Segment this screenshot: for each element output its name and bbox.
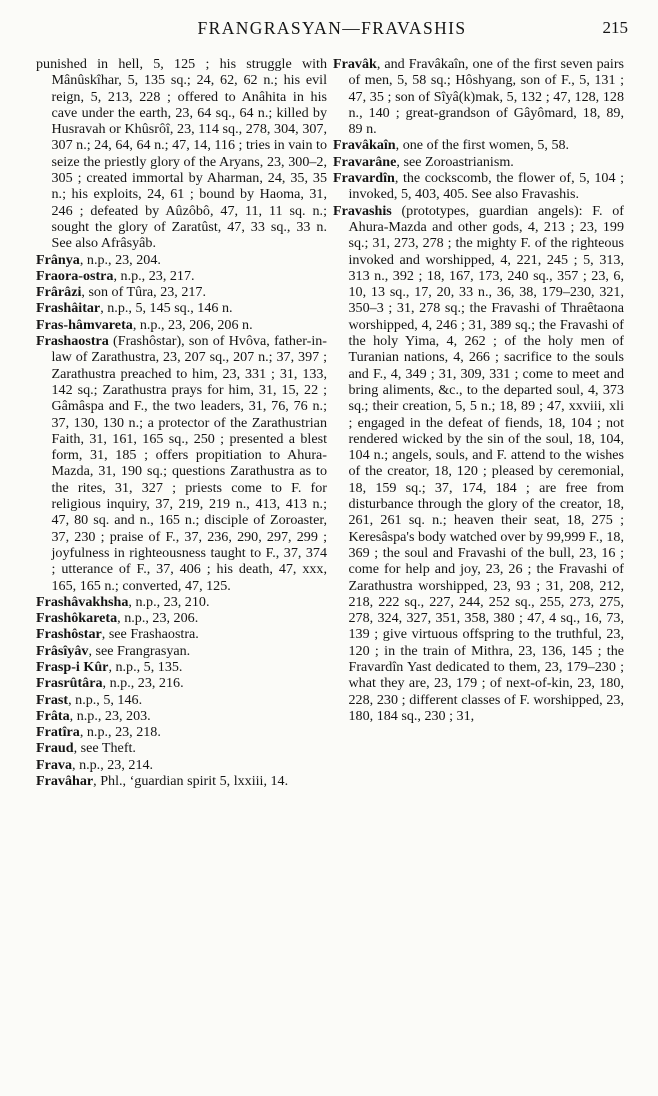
index-entry <box>36 757 327 773</box>
index-entry <box>36 610 327 626</box>
entry-text: (prototypes, guardian angels): F. of Ahura-Mazda and other gods, 4, 213 ; 23, 199 sq.; 31, 273, 278 ; the mighty F. of the righteous invoked and worshipped, 4, 221, 245 ; 5, 313, 313 n., 392 ; 18, 167, 173, 240 sq., 357 ; 23, 6, 10, 13 sq., 17, 20, 33 n., 36, 38, 179–230, 321, 350–3 ; 31, 278 sq.; the Fravashi of Thraêtaona worshipped, 4, 246 ; 31, 389 sq.; the Fravashi of the holy Yima, 4, 262 ; of the holy men of Turanian nations, 4, 266 ; sacrifice to the souls and F., 4, 349 ; 31, 309, 331 ; come to meet and bring aliments, &c., to the departed soul, 4, 373 sq.; their creation, 5, 5 n.; 18, 89 ; 47, xxviii, xli ; engaged in the defeat of fiends, 18, 104 ; not rendered wicked by the sin of the soul, 18, 104, 104 n.; angels, souls, and F. attend to the wishes of the creator, 18, 120 ; pleased by ceremonial, 18, 159 sq.; 37, 174, 184 ; are free from disturbance through the glory of the creator, 18, 261, 261 sq. n.; heaven their seat, 18, 275 ; Keresâspa's body watched over by 99,999 F., 18, 369 ; the soul and Fravashi of the bull, 23, 16 ; come for help and joy, 23, 26 ; the Fravashi of Zarathustra worshipped, 23, 93 ; 31, 208, 212, 218, 222 sq., 227, 244, 252 sq., 255, 273, 275, 278, 324, 327, 351, 358, 380 ; 47, 4 sq., 16, 73, 139 ; give virtuous offspring to the truthful, 23, 120 ; in the train of Mithra, 23, 136, 145 ; the Fravardîn Yast dedicated to them, 23, 179–230 ; what they are, 23, 179 ; of next-of-kin, 23, 180, 228, 230 ; different classes of F. worshipped, 23, 180, 184 sq., 230 ; 31, <box>348 202 624 724</box>
entry-text: , n.p., 5, 146. <box>68 691 143 708</box>
running-title: FRANGRASYAN—FRAVASHIS <box>197 18 467 38</box>
index-entry <box>36 300 327 316</box>
entry-text: , n.p., 23, 206, 206 n. <box>132 316 253 333</box>
entry-text: , n.p., 23, 203. <box>69 707 151 724</box>
right-column <box>333 56 624 789</box>
entry-text: , n.p., 5, 135. <box>108 658 183 675</box>
index-entry <box>36 284 327 300</box>
entry-text: punished in hell, 5, 125 ; his struggle with Mânûskîhar, 5, 135 sq.; 24, 62, 62 n.; his evil reign, 5, 213, 228 ; offered to Anâhita in his cave under the earth, 23, 64 sq., 64 n.; killed by Husravah or Khûsrôî, 23, 114 sq., 278, 304, 307, 307 n.; 24, 64, 64 n.; 47, 14, 116 ; tries in vain to seize the priestly glory of the Aryans, 23, 300–2, 305 ; created immortal by Aharman, 24, 35, 35 n.; his exploits, 24, 61 ; bound by Haoma, 31, 246 ; defeated by Aûzôbô, 47, 11, 11 sq. n.; sought the glory of Zaratûst, 47, 33 sq., 33 n. See also Afrâsyâb. <box>36 56 327 252</box>
entry-headword: Fraud <box>36 740 74 757</box>
entry-headword: Frava <box>36 756 73 773</box>
left-column <box>36 56 327 789</box>
index-columns <box>36 56 624 789</box>
entry-text: (Frashôstar), son of Hvôva, father-in-law of Zarathustra, 23, 207 sq., 207 n.; 37, 397 ; Zarathustra preached to him, 23, 331 ; 31, 133, 142 sq.; Zarathustra prays for him, 31, 15, 22 ; Gâmâspa and F., the two leaders, 31, 76, 76 n.; 37, 130, 130 n.; a protector of the Zarathustrian Faith, 31, 161, 165 sq., 250 ; presented a blest form, 31, 185 ; offers propitiation to Ahura-Mazda, 31, 190 sq.; questions Zarathustra as to the rites, 31, 327 ; priests come to F. for religious inquiry, 37, 219, 219 n., 413, 413 n.; 47, 80 sq. and n., 165 n.; disciple of Zoroaster, 37, 230 ; praise of F., 37, 236, 290, 297, 299 ; joyfulness in righteousness taught to F., 37, 374 ; utterance of F., 37, 406 ; his death, 47, xxx, 165, 165 n.; converted, 47, 125. <box>51 333 327 594</box>
entry-text: , n.p., 23, 204. <box>79 251 161 268</box>
index-entry <box>333 137 624 153</box>
entry-text: , see Frashaostra. <box>101 626 199 643</box>
index-entry <box>36 692 327 708</box>
index-entry <box>36 317 327 333</box>
index-entry <box>333 203 624 725</box>
entry-headword: Frasp-i Kûr <box>36 658 109 675</box>
entry-text: , n.p., 5, 145 sq., 146 n. <box>100 300 233 317</box>
entry-text: , n.p., 23, 216. <box>102 675 184 692</box>
index-entry <box>333 170 624 203</box>
entry-text: , the cockscomb, the flower of, 5, 104 ; invoked, 5, 403, 405. See also Fravashis. <box>348 170 624 203</box>
entry-headword: Fravâhar <box>36 773 94 790</box>
entry-headword: Frashôstar <box>36 626 102 643</box>
index-entry <box>36 252 327 268</box>
entry-headword: Fravâkaîn <box>333 137 396 154</box>
entry-headword: Frashôkareta <box>36 610 118 627</box>
index-entry <box>36 56 327 252</box>
entry-text: , see Zoroastrianism. <box>396 153 514 170</box>
index-entry <box>36 594 327 610</box>
index-entry <box>36 773 327 789</box>
entry-text: , n.p., 23, 218. <box>79 724 161 741</box>
entry-headword: Fravardîn <box>333 170 395 187</box>
entry-text: , n.p., 23, 214. <box>72 756 154 773</box>
entry-text: , one of the first women, 5, 58. <box>395 137 570 154</box>
entry-headword: Frast <box>36 691 69 708</box>
entry-headword: Frâta <box>36 707 70 724</box>
index-entry <box>36 268 327 284</box>
page-header <box>36 18 628 44</box>
entry-text: , son of Tûra, 23, 217. <box>81 284 207 301</box>
entry-headword: Frasrûtâra <box>36 675 103 692</box>
entry-headword: Frashaostra <box>36 333 109 350</box>
index-entry <box>36 333 327 594</box>
index-entry <box>36 675 327 691</box>
index-entry <box>36 659 327 675</box>
entry-headword: Fravarâne <box>333 153 397 170</box>
page-number: 215 <box>602 18 628 37</box>
entry-text: , Phl., ‘guardian spirit 5, lxxiii, 14. <box>93 773 289 790</box>
entry-text: , n.p., 23, 217. <box>113 267 195 284</box>
entry-headword: Frashâvakhsha <box>36 593 129 610</box>
entry-text: , and Fravâkaîn, one of the first seven pairs of men, 5, 58 sq.; Hôshyang, son of F., 5, 131 ; 47, 35 ; son of Sîyâ(k)mak, 5, 132 ; 47, 128, 128 n., 140 ; great-grandson of Gâyômard, 18, 89, 89 n. <box>348 56 624 138</box>
index-entry <box>333 56 624 137</box>
entry-headword: Frâsîyâv <box>36 642 89 659</box>
index-entry <box>36 626 327 642</box>
entry-text: , see Frangrasyan. <box>88 642 191 659</box>
index-entry <box>333 154 624 170</box>
entry-headword: Fratîra <box>36 724 80 741</box>
entry-headword: Fravâk <box>333 56 377 72</box>
index-entry <box>36 643 327 659</box>
entry-headword: Fravashis <box>333 202 392 219</box>
entry-headword: Fras-hâmvareta <box>36 316 133 333</box>
entry-text: , n.p., 23, 210. <box>128 593 210 610</box>
entry-headword: Fraora-ostra <box>36 267 114 284</box>
entry-headword: Frashâitar <box>36 300 101 317</box>
index-entry <box>36 740 327 756</box>
entry-text: , n.p., 23, 206. <box>117 610 199 627</box>
entry-headword: Frânya <box>36 251 80 268</box>
entry-text: , see Theft. <box>73 740 136 757</box>
index-entry <box>36 724 327 740</box>
index-entry <box>36 708 327 724</box>
entry-headword: Frârâzi <box>36 284 82 301</box>
